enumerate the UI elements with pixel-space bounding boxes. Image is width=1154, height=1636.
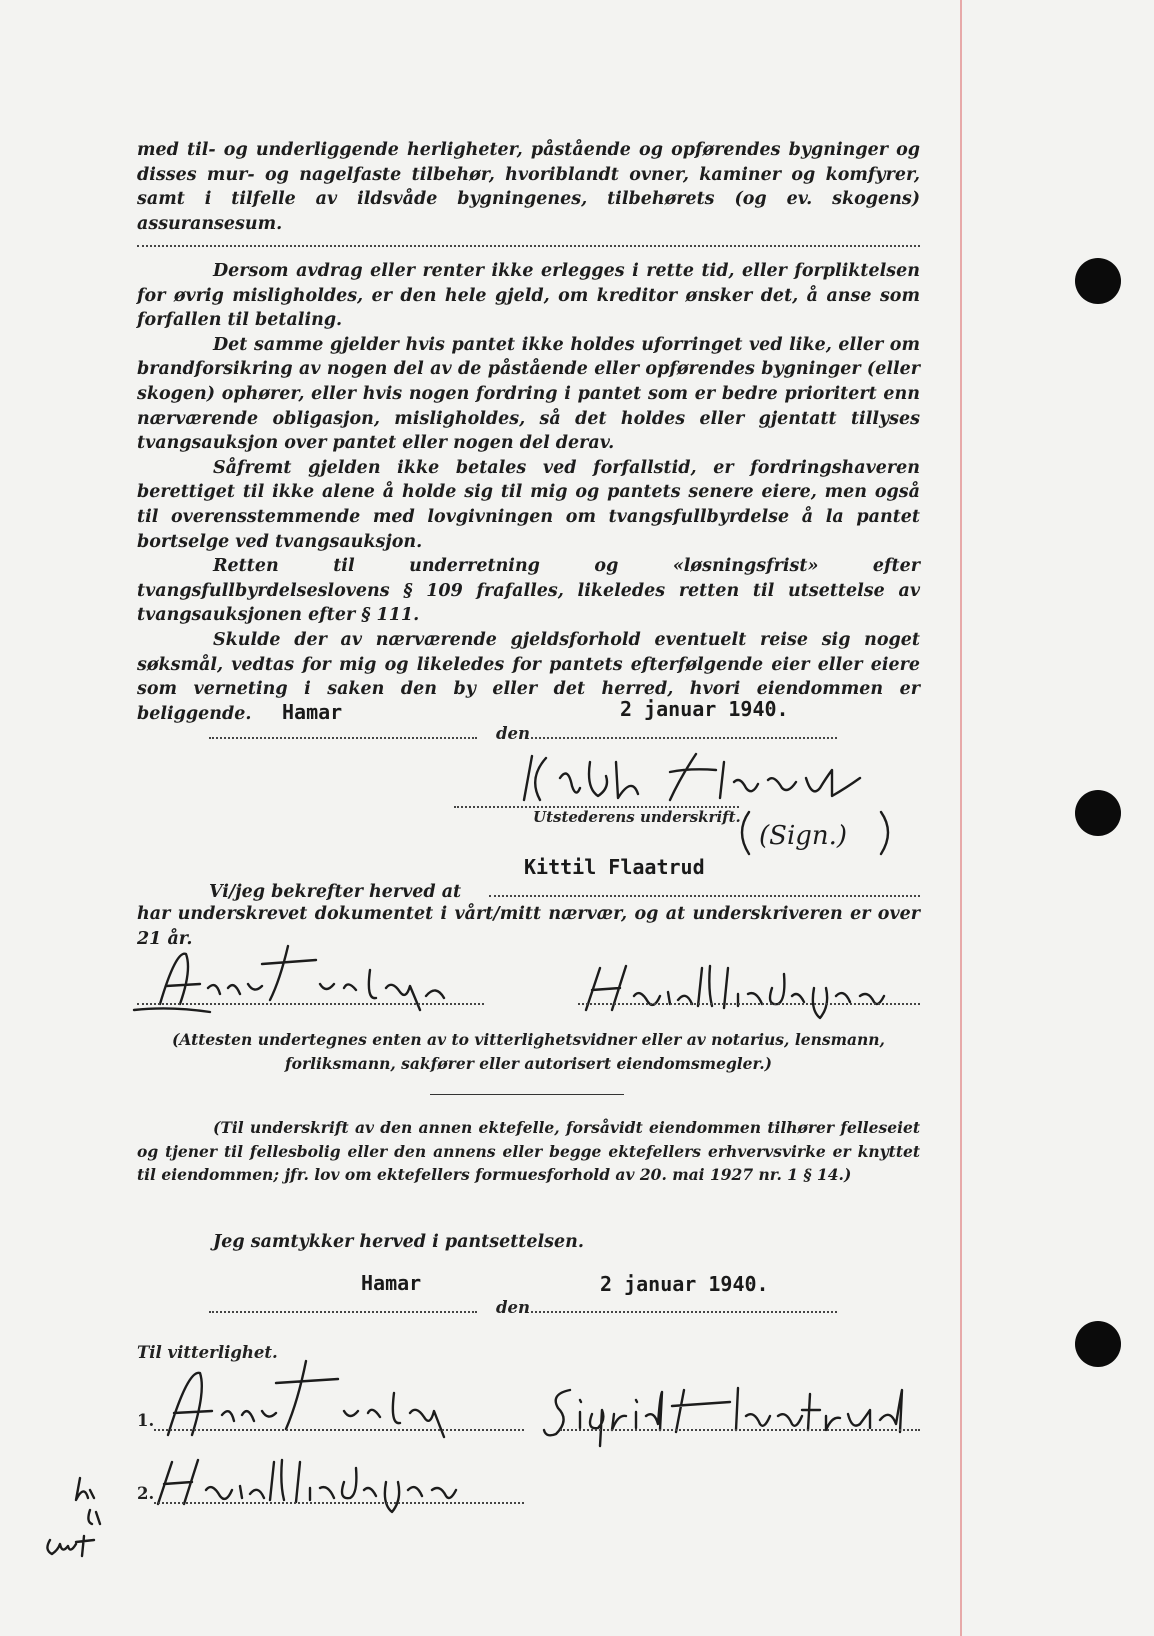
issuer-signature: [520, 748, 880, 808]
paragraph-forfallstid: Såfremt gjelden ikke betales ved forfallstid, er fordringshaveren berettiget til ikke alene å holde sig til mig og pantets senere eiere, men også til overensstemmende med lovgivningen om tvangsfullbyrdelse å la pantet bortselge ved tvangsauksjon.: [137, 457, 920, 552]
consent-witness1-line: [154, 1429, 524, 1431]
date-value: 2 januar 1940.: [620, 697, 789, 721]
paragraph-verneting: Skulde der av nærværende gjeldsforhold eventuelt reise sig noget søksmål, vedtas for mig og likeledes for pantets efterfølgende eier eller eiere som verneting i saken den by eller det herred, hvori eiendommen er beliggende.: [137, 629, 920, 724]
consent-witness1-signature: [148, 1355, 468, 1445]
attest-text: har underskrevet dokumentet i vårt/mitt nærvær, og at underskriveren er over 21 år.: [137, 904, 920, 949]
spouse-note: (Til underskrift av den annen ektefelle, forsåvidt eiendommen tilhører felleseiet og tjener til fellesbolig eller den annens eller begge ektefellers erhvervsvirke er knyttet til eiendommen; jfr. lov om ektefellers formuesforhold av 20. mai 1927 nr. 1 § 14.): [137, 1118, 920, 1184]
punch-hole: [1075, 790, 1121, 836]
date-dotted-line: [531, 737, 837, 739]
paragraph-herligheter: med til- og underliggende herligheter, påstående og opførendes bygninger og disses mur- og nagelfaste tilbehør, hvoriblandt ovner, kaminer og komfyrer, samt i tilfelle av ildsvåde bygningenes, tilbehørets (og ev. skogens) assuransesum.: [137, 140, 920, 234]
den-label: den: [496, 724, 531, 743]
margin-handwritten-note: [40, 1470, 130, 1560]
consent-date-line: [531, 1311, 837, 1313]
consent-place: Hamar: [361, 1271, 422, 1295]
utstederens-underskrift-label: Utstederens underskrift.: [533, 808, 741, 826]
consent-place-line: [209, 1311, 477, 1313]
handwritten-sign-note: [735, 808, 895, 858]
witness-number-1: 1.: [137, 1411, 155, 1430]
svg-text:(Sign.): (Sign.): [759, 821, 848, 851]
witness-number-2: 2.: [137, 1484, 155, 1503]
red-margin-line: [960, 0, 962, 1636]
consent-witness2-signature: [150, 1454, 510, 1514]
paragraph-avdrag: Dersom avdrag eller renter ikke erlegges i rette tid, eller forpliktelsen for øvrig misligholdes, er den hele gjeld, om kreditor ønsker det, å anse som forfallen til betaling.: [137, 261, 920, 331]
spouse-signature-line: [560, 1429, 920, 1431]
conditions-block: [137, 259, 920, 726]
spouse-signature: [540, 1380, 960, 1450]
til-vitterlighet-label: Til vitterlighet.: [137, 1343, 278, 1362]
consent-witness2-line: [154, 1502, 524, 1504]
attest-dotted-line: [489, 895, 920, 897]
place-dotted-line: [209, 737, 477, 739]
dotted-separator: [137, 245, 920, 247]
section-divider: [430, 1094, 624, 1095]
punch-hole: [1075, 1321, 1121, 1367]
consent-date: 2 januar 1940.: [600, 1272, 769, 1296]
attest-lead: Vi/jeg bekrefter herved at: [209, 882, 462, 902]
witness2-line: [578, 1003, 920, 1005]
issuer-typed-name: Kittil Flaatrud: [524, 855, 705, 879]
punch-hole: [1075, 258, 1121, 304]
witness2-signature: [578, 960, 928, 1020]
consent-den-label: den: [496, 1298, 531, 1317]
place-hamar: Hamar: [282, 700, 343, 724]
witness1-line: [137, 1003, 484, 1005]
witness1-signature: [130, 940, 490, 1020]
attest-note: (Attesten undertegnes enten av to vitterlighetsvidner eller av notarius, lensmann, forliksmann, sakfører eller autorisert eiendomsmegler.): [172, 1030, 885, 1073]
consent-text: Jeg samtykker herved i pantsettelsen.: [213, 1232, 584, 1252]
paragraph-pantet: Det samme gjelder hvis pantet ikke holdes uforringet ved like, eller om brandforsikring av nogen del av de påstående eller opførendes bygninger (eller skogen) ophører, eller hvis nogen fordring i pantet som er bedre prioritert enn nærværende obligasjon, misligholdes, så det holdes eller gjentatt tillyses tvangsauksjon over pantet eller nogen del derav.: [137, 334, 920, 454]
paragraph-losningsfrist: Retten til underretning og «løsningsfrist» efter tvangsfullbyrdelseslovens § 109 frafalles, likeledes retten til utsettelse av tvangsauksjonen efter § 111.: [137, 556, 920, 626]
